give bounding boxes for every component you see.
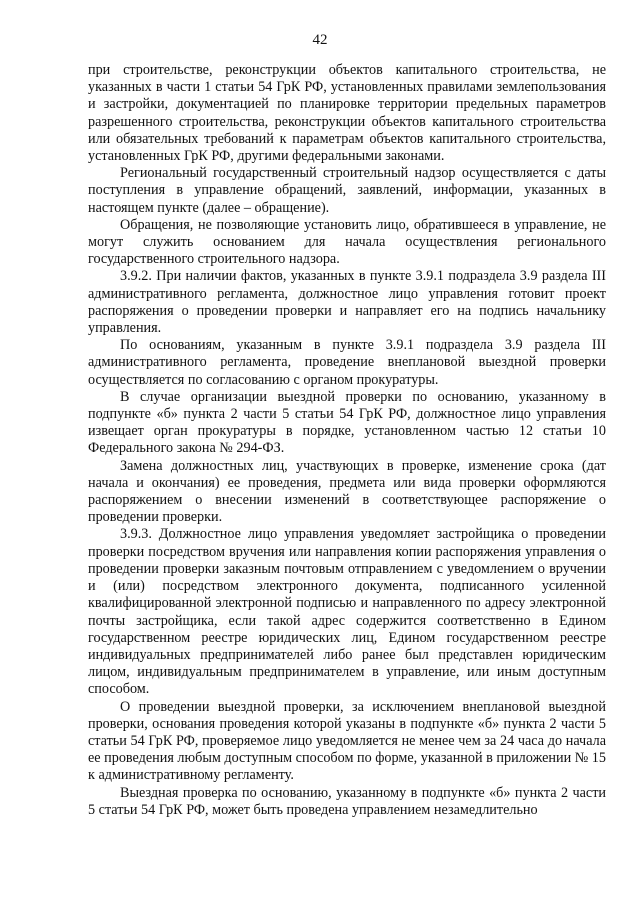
paragraph: Региональный государственный строительный надзор осуществляется с даты поступления в управление обращений, заявлений, информации, указанных в настоящем пункте (далее – обращение). bbox=[88, 165, 606, 216]
paragraph: при строительстве, реконструкции объектов капитального строительства, не указанных в части 1 статьи 54 ГрК РФ, установленных правилами землепользования и застройки, документацией по планировке территории предельных параметров разрешенного строительства, реконструкции объектов капитального строительства или обязательных требований к параметрам объектов капитального строительства, установленных ГрК РФ, другими федеральными законами. bbox=[88, 62, 606, 165]
paragraph: Замена должностных лиц, участвующих в проверке, изменение срока (дат начала и окончания) ее проведения, предмета или вида проверки оформляются распоряжением о внесении изменений в соответствующее распоряжение о проведении проверки. bbox=[88, 457, 606, 526]
paragraph: О проведении выездной проверки, за исключением внеплановой выездной проверки, основания проведения которой указаны в подпункте «б» пункта 2 части 5 статьи 54 ГрК РФ, проверяемое лицо уведомляется не менее чем за 24 часа до начала ее проведения любым доступным способом по форме, указанной в приложении № 15 к административному регламенту. bbox=[88, 698, 606, 784]
paragraph: По основаниям, указанным в пункте 3.9.1 подраздела 3.9 раздела III административного регламента, проведение внеплановой выездной проверки осуществляется по согласованию с органом прокуратуры. bbox=[88, 337, 606, 388]
paragraph: В случае организации выездной проверки по основанию, указанному в подпункте «б» пункта 2 части 5 статьи 54 ГрК РФ, должностное лицо управления извещает орган прокуратуры в порядке, установленном частью 12 статьи 10 Федерального закона № 294-ФЗ. bbox=[88, 388, 606, 457]
paragraph: Обращения, не позволяющие установить лицо, обратившееся в управление, не могут служить основанием для начала осуществления регионального государственного строительного надзора. bbox=[88, 216, 606, 268]
paragraph: 3.9.3. Должностное лицо управления уведомляет застройщика о проведении проверки посредством вручения или направления копии распоряжения управления о проведении проверки заказным почтовым отправлением с уведомлением о вручении и (или) посредством электронного документа, подписанного усиленной квалифицированной электронной подписью и направленного по адресу электронной почты застройщика, если такой адрес содержится соответственно в Едином государственном реестре юридических лиц, Едином государственном реестре индивидуальных предпринимателей либо ранее был представлен юридическим лицом, индивидуальным предпринимателем в управление, или иным доступным способом. bbox=[88, 526, 606, 698]
paragraph: Выездная проверка по основанию, указанному в подпункте «б» пункта 2 части 5 статьи 54 ГрК РФ, может быть проведена управлением незамедлительно bbox=[88, 784, 606, 818]
page-number: 42 bbox=[312, 32, 328, 48]
document-body bbox=[88, 62, 606, 819]
paragraph: 3.9.2. При наличии фактов, указанных в пункте 3.9.1 подраздела 3.9 раздела III административного регламента, должностное лицо управления готовит проект распоряжения о проведении проверки и направляет его на подпись начальнику управления. bbox=[88, 268, 606, 337]
